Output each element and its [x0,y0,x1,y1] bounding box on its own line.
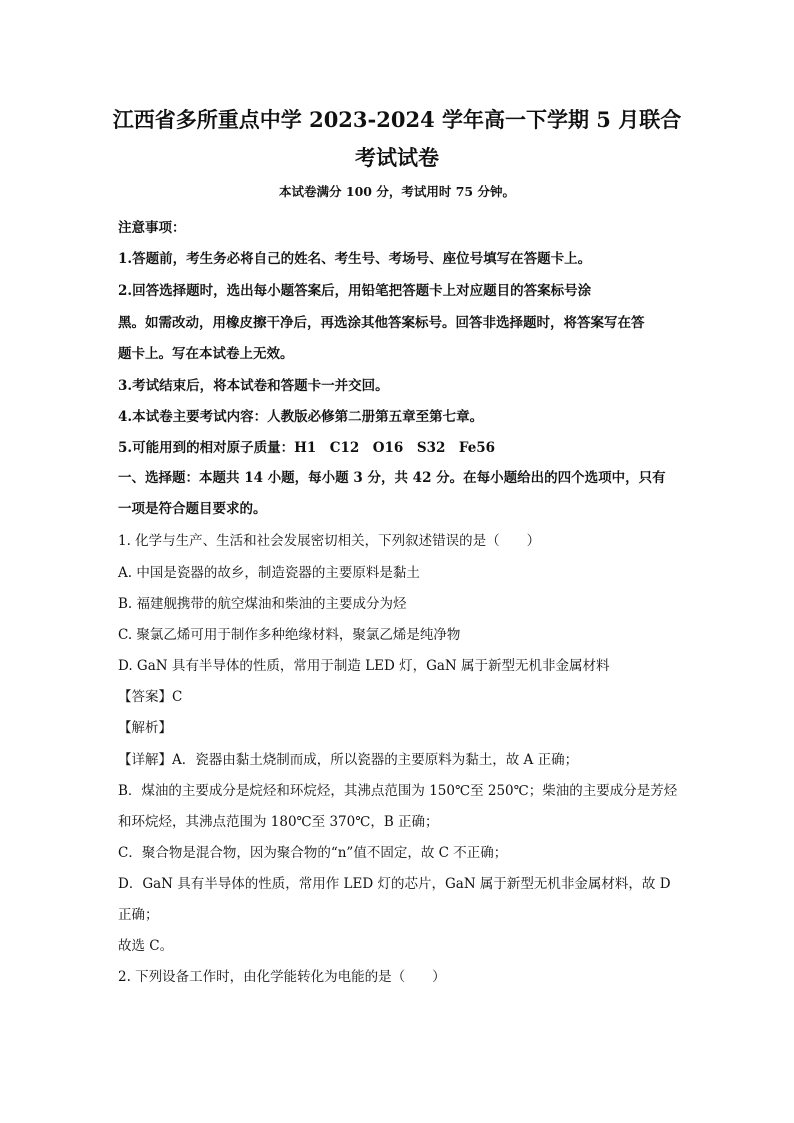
question-1-stem: 1. 化学与生产、生活和社会发展密切相关，下列叙述错误的是（ ） [118,533,541,549]
question-1-answer: 【答案】C [118,689,183,705]
exam-subtitle: 本试卷满分 100 分，考试用时 75 分钟。 [279,184,515,199]
notice-item-2-cont: 黑。如需改动，用橡皮擦干净后，再选涂其他答案标号。回答非选择题时，将答案写在答 [118,315,645,331]
question-2-stem: 2. 下列设备工作时，由化学能转化为电能的是（ ） [118,969,446,985]
section-heading-cont: 一项是符合题目要求的。 [118,501,267,517]
notice-item-3: 3.考试结束后，将本试卷和答题卡一并交回。 [118,378,389,394]
question-1-option-b: B. 福建舰携带的航空煤油和柴油的主要成分为烃 [118,596,407,612]
exam-title-line-1: 江西省多所重点中学 2023-2024 学年高一下学期 5 月联合 [112,107,682,132]
notice-item-4: 4.本试卷主要考试内容：人教版必修第二册第五章至第七章。 [118,409,484,425]
question-1-analysis-heading: 【解析】 [118,720,172,736]
notice-item-1: 1.答题前，考生务必将自己的姓名、考生号、考场号、座位号填写在答题卡上。 [118,251,592,267]
question-1-detail-d-cont: 正确； [118,907,159,923]
question-1-option-d: D. GaN 具有半导体的性质，常用于制造 LED 灯，GaN 属于新型无机非金属材料 [118,658,610,674]
section-heading: 一、选择题：本题共 14 小题，每小题 3 分，共 42 分。在每小题给出的四个选项中，只有 [118,470,666,486]
notice-item-2-end: 题卡上。写在本试卷上无效。 [118,346,294,362]
question-1-detail-b-cont: 和环烷烃，其沸点范围为 180℃至 370℃，B 正确； [118,814,439,830]
question-1-detail-d: D．GaN 具有半导体的性质，常用作 LED 灯的芯片，GaN 属于新型无机非金属材料，故 D [118,876,671,892]
question-1-detail-c: C．聚合物是混合物，因为聚合物的“n”值不固定，故 C 不正确； [118,845,508,861]
notice-item-2: 2.回答选择题时，选出每小题答案后，用铅笔把答题卡上对应题目的答案标号涂 [118,283,592,299]
notice-heading: 注意事项： [118,220,186,236]
notice-item-5: 5.可能用到的相对原子质量：H1 C12 O16 S32 Fe56 [118,440,496,456]
question-1-detail-b: B．煤油的主要成分是烷烃和环烷烃，其沸点范围为 150℃至 250℃；柴油的主要成分是芳烃 [118,783,678,799]
question-1-option-c: C. 聚氯乙烯可用于制作多种绝缘材料，聚氯乙烯是纯净物 [118,627,461,643]
question-1-conclusion: 故选 C。 [118,938,174,954]
question-1-option-a: A. 中国是瓷器的故乡，制造瓷器的主要原料是黏土 [118,565,420,581]
exam-title-line-2: 考试试卷 [355,145,439,170]
question-1-detail-a: 【详解】A．瓷器由黏土烧制而成，所以瓷器的主要原料为黏土，故 A 正确； [118,752,579,768]
